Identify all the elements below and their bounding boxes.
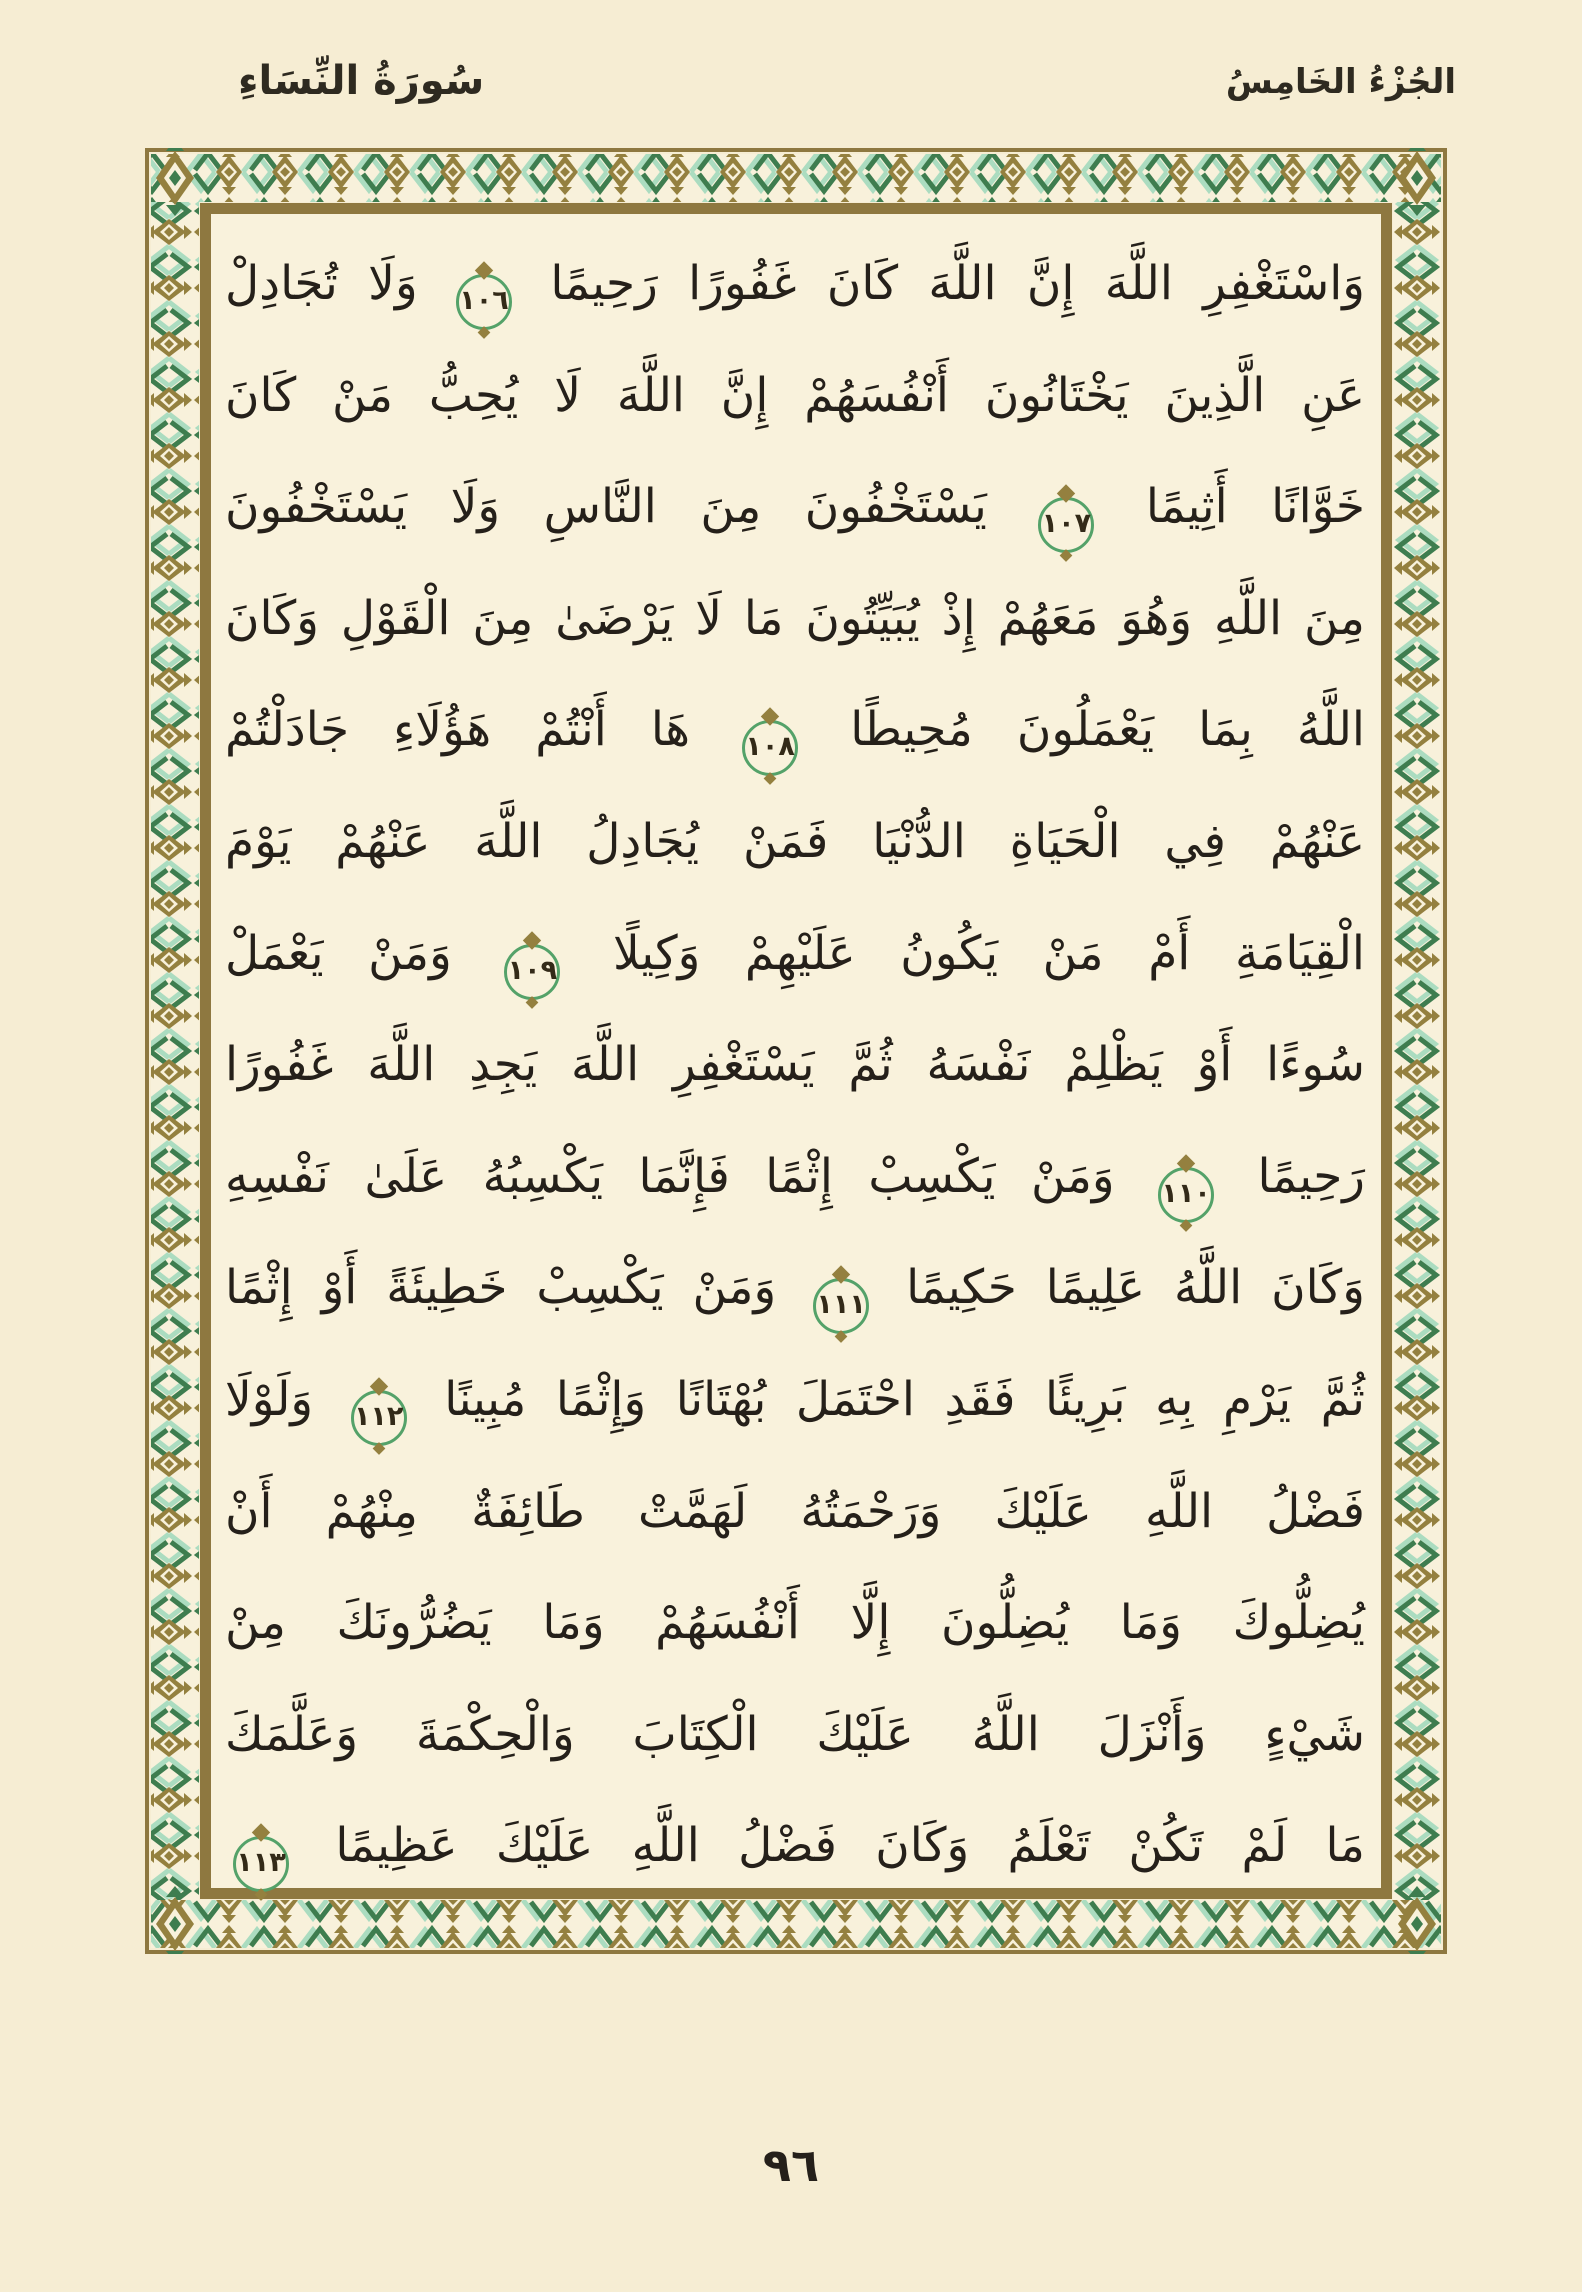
quran-line bbox=[225, 1121, 1365, 1233]
quran-text: وَلَوْلَا bbox=[225, 1371, 314, 1427]
quran-text: وَلَا تُجَادِلْ bbox=[225, 256, 418, 311]
quran-text: يُضِلُّوكَ وَمَا يُضِلُّونَ إِلَّا أَنْفُسَهُمْ وَمَا يَضُرُّونَكَ مِنْ bbox=[225, 1595, 1365, 1651]
quran-text: مِنَ اللَّهِ وَهُوَ مَعَهُمْ إِذْ يُبَيِّتُونَ مَا لَا يَرْضَىٰ مِنَ الْقَوْلِ وَكَانَ bbox=[225, 590, 1365, 646]
verse-number-marker: ١١٣ bbox=[233, 1836, 289, 1892]
quran-text: شَيْءٍ وَأَنْزَلَ اللَّهُ عَلَيْكَ الْكِتَابَ وَالْحِكْمَةَ وَعَلَّمَكَ bbox=[225, 1706, 1365, 1762]
quran-text: هَا أَنْتُمْ هَؤُلَاءِ جَادَلْتُمْ bbox=[225, 702, 690, 758]
quran-text: رَحِيمًا bbox=[1257, 1148, 1365, 1204]
quran-line bbox=[225, 1344, 1365, 1456]
quran-line bbox=[225, 1679, 1365, 1791]
quran-line bbox=[225, 340, 1365, 452]
quran-text: وَمَنْ يَكْسِبْ خَطِيئَةً أَوْ إِثْمًا bbox=[225, 1260, 777, 1316]
quran-text-block bbox=[225, 228, 1365, 1908]
quran-text: وَمَنْ يَكْسِبْ إِثْمًا فَإِنَّمَا يَكْسِبُهُ عَلَىٰ نَفْسِهِ bbox=[225, 1148, 1115, 1204]
quran-line bbox=[225, 1009, 1365, 1121]
quran-line bbox=[225, 451, 1365, 563]
verse-number-marker: ١١٢ bbox=[351, 1390, 407, 1446]
quran-line bbox=[225, 1567, 1365, 1679]
quran-text: ثُمَّ يَرْمِ بِهِ بَرِيئًا فَقَدِ احْتَمَلَ بُهْتَانًا وَإِثْمًا مُبِينًا bbox=[444, 1371, 1365, 1427]
verse-number-marker: ١٠٨ bbox=[742, 720, 798, 776]
quran-text: اللَّهُ بِمَا يَعْمَلُونَ مُحِيطًا bbox=[850, 702, 1365, 758]
quran-text: وَمَنْ يَعْمَلْ bbox=[225, 925, 452, 981]
quran-text: عَنْهُمْ فِي الْحَيَاةِ الدُّنْيَا فَمَنْ يُجَادِلُ اللَّهَ عَنْهُمْ يَوْمَ bbox=[225, 813, 1365, 869]
quran-line bbox=[225, 898, 1365, 1010]
quran-line bbox=[225, 786, 1365, 898]
verse-number-marker: ١٠٩ bbox=[504, 944, 560, 1000]
juz-header: الجُزْءُ الخَامِسُ bbox=[1225, 62, 1456, 102]
quran-line bbox=[225, 1456, 1365, 1568]
quran-text: خَوَّانًا أَثِيمًا bbox=[1145, 479, 1365, 535]
quran-line bbox=[225, 228, 1365, 340]
quran-line bbox=[225, 563, 1365, 675]
verse-number-marker: ١١٠ bbox=[1158, 1167, 1214, 1223]
verse-number-marker: ١٠٦ bbox=[456, 274, 512, 330]
quran-text: وَكَانَ اللَّهُ عَلِيمًا حَكِيمًا bbox=[906, 1260, 1365, 1316]
surah-name-header: سُورَةُ النِّسَاءِ bbox=[238, 58, 485, 104]
verse-number-marker: ١٠٧ bbox=[1038, 497, 1094, 553]
quran-line bbox=[225, 674, 1365, 786]
verse-number-marker: ١١١ bbox=[813, 1278, 869, 1334]
quran-text: الْقِيَامَةِ أَمْ مَنْ يَكُونُ عَلَيْهِمْ وَكِيلًا bbox=[613, 925, 1365, 981]
quran-line bbox=[225, 1790, 1365, 1902]
quran-line bbox=[225, 1232, 1365, 1344]
quran-text: مَا لَمْ تَكُنْ تَعْلَمُ وَكَانَ فَضْلُ اللَّهِ عَلَيْكَ عَظِيمًا bbox=[335, 1818, 1365, 1874]
quran-text: سُوءًا أَوْ يَظْلِمْ نَفْسَهُ ثُمَّ يَسْتَغْفِرِ اللَّهَ يَجِدِ اللَّهَ غَفُورًا bbox=[225, 1037, 1365, 1093]
quran-text: فَضْلُ اللَّهِ عَلَيْكَ وَرَحْمَتُهُ لَهَمَّتْ طَائِفَةٌ مِنْهُمْ أَنْ bbox=[225, 1483, 1365, 1539]
quran-text: عَنِ الَّذِينَ يَخْتَانُونَ أَنْفُسَهُمْ إِنَّ اللَّهَ لَا يُحِبُّ مَنْ كَانَ bbox=[225, 367, 1365, 423]
quran-text: وَاسْتَغْفِرِ اللَّهَ إِنَّ اللَّهَ كَانَ غَفُورًا رَحِيمًا bbox=[550, 256, 1365, 311]
page-number: ٩٦ bbox=[762, 2138, 820, 2192]
quran-text: يَسْتَخْفُونَ مِنَ النَّاسِ وَلَا يَسْتَخْفُونَ bbox=[225, 479, 987, 535]
